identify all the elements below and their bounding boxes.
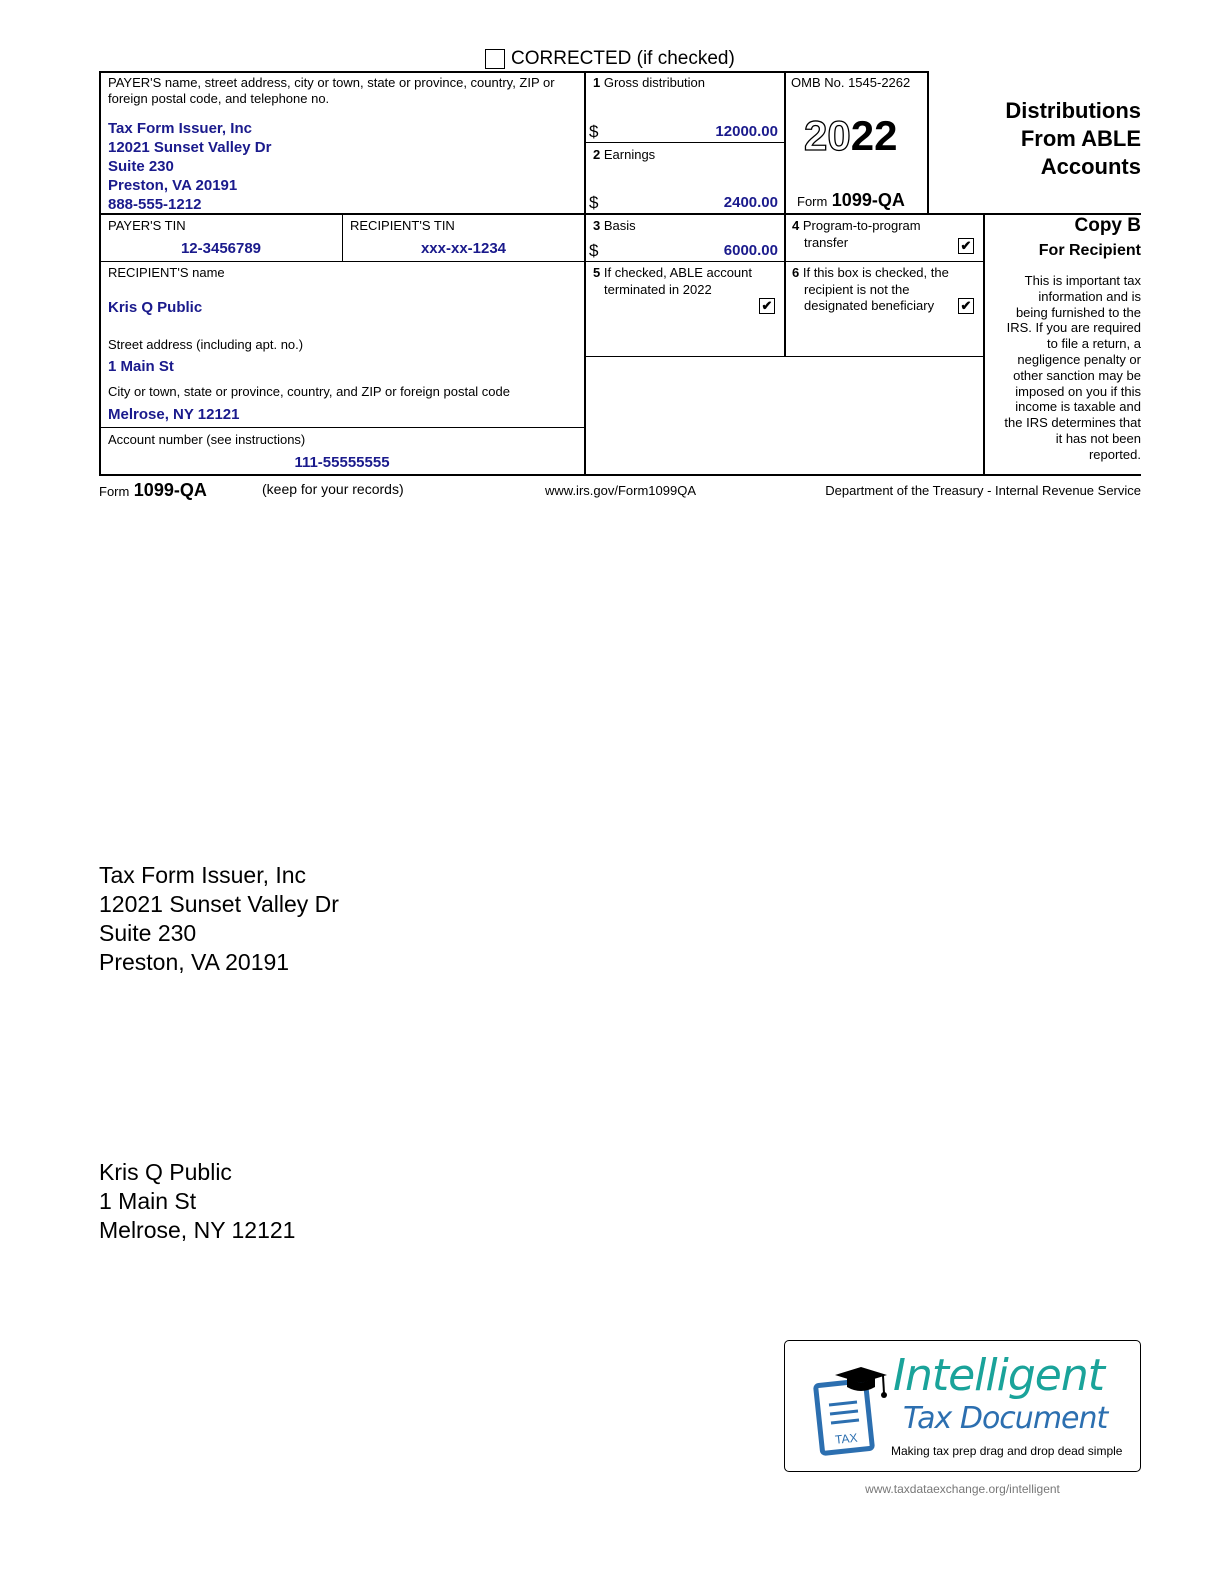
box3-value: 6000.00 [723,242,778,259]
intelligent-tax-logo [784,1340,1141,1472]
copy-notice-line: This is important tax [1024,273,1141,288]
copy-notice-line: it has not been [1055,430,1141,446]
form-id-footer: Form 1099-QA [99,480,207,500]
mail-to-address: Kris Q Public 1 Main St Melrose, NY 12121 [99,1159,296,1243]
box6-label: 6 If this box is checked, the [792,265,949,280]
recipient-tin-value: xxx-xx-1234 [420,240,507,257]
box4-label: 4 Program-to-program [792,218,921,233]
copy-notice-line: information and is [1038,288,1141,304]
copy-title: Copy B [1074,215,1141,236]
logo-url: www.taxdataexchange.org/intelligent [865,1482,1060,1496]
recipient-street-label: Street address (including apt. no.) [108,337,304,352]
account-label: Account number (see instructions) [108,432,306,447]
copy-notice [988,273,1141,463]
copy-notice-line: reported. [1088,446,1141,462]
box5-label-2: terminated in 2022 [604,282,712,297]
omb-number: OMB No. 1545-2262 [791,75,911,90]
form-id-top: Form 1099-QA [797,190,905,210]
copy-subtitle: For Recipient [1038,242,1141,259]
box2-dollar: $ [589,193,599,212]
tax-document-icon [813,1365,893,1457]
recipient-street: 1 Main St [108,358,174,375]
box4-label-2: transfer [804,235,849,250]
recipient-city-label: City or town, state or province, country, and ZIP or foreign postal code [108,384,510,399]
payer-city: Preston, VA 20191 [108,177,238,194]
logo-word-tax-document: Tax Document [903,1401,1108,1436]
payer-phone: 888-555-1212 [108,196,202,213]
copy-notice-line: income is taxable and [1015,399,1141,415]
copy-notice-line: the IRS determines that [1004,415,1141,431]
svg-text:TAX: TAX [834,1430,859,1447]
box4-checkbox[interactable]: ✔ [958,238,974,254]
box5-checkbox[interactable]: ✔ [759,298,775,314]
account-value: 111-55555555 [294,454,390,471]
recipient-name-label: RECIPIENT'S name [108,265,225,280]
payer-suite: Suite 230 [108,158,174,175]
box1-label: 1 Gross distribution [593,75,706,90]
box6-checkbox[interactable]: ✔ [958,298,974,314]
copy-notice-line: other sanction may be [1013,367,1141,383]
box5-label: 5 If checked, ABLE account [593,265,753,280]
box1-dollar: $ [589,122,599,141]
corrected-label: CORRECTED (if checked) [511,48,735,69]
logo-tagline: Making tax prep drag and drop dead simple [891,1444,1123,1458]
box3-label: 3 Basis [593,218,636,233]
payer-tin-value: 12-3456789 [180,240,262,257]
recipient-tin-label: RECIPIENT'S TIN [350,218,455,233]
copy-notice-line: being furnished to the [1015,304,1141,320]
tax-year: 2022 [804,112,898,159]
box2-label: 2 Earnings [593,147,656,162]
payer-label: PAYER'S name, street address, city or town, state or province, country, ZIP or foreign postal code, and telephone no. [108,75,555,106]
copy-notice-line: negligence penalty or [1017,351,1141,367]
corrected-checkbox[interactable] [485,49,505,69]
recipient-name: Kris Q Public [108,299,203,316]
logo-word-intelligent: Intelligent [893,1350,1104,1401]
box3-dollar: $ [589,241,599,260]
recipient-city: Melrose, NY 12121 [108,406,240,423]
copy-notice-line: imposed on you if this [1015,383,1141,399]
box6-label-3: designated beneficiary [804,298,935,313]
keep-records: (keep for your records) [262,481,404,497]
payer-tin-label: PAYER'S TIN [108,218,186,233]
form-title: Distributions From ABLE Accounts [1005,98,1141,179]
box2-value: 2400.00 [723,194,778,211]
treasury-dept: Department of the Treasury - Internal Revenue Service [825,483,1141,498]
copy-notice-line: IRS. If you are required [1006,320,1141,336]
irs-url: www.irs.gov/Form1099QA [545,483,696,498]
copy-notice-line: to file a return, a [1047,336,1141,352]
box6-label-2: recipient is not the [804,282,910,297]
payer-name: Tax Form Issuer, Inc [108,120,252,137]
mail-from-address: Tax Form Issuer, Inc 12021 Sunset Valley Dr Suite 230 Preston, VA 20191 [99,862,339,975]
payer-street: 12021 Sunset Valley Dr [108,139,272,156]
box1-value: 12000.00 [715,123,778,140]
